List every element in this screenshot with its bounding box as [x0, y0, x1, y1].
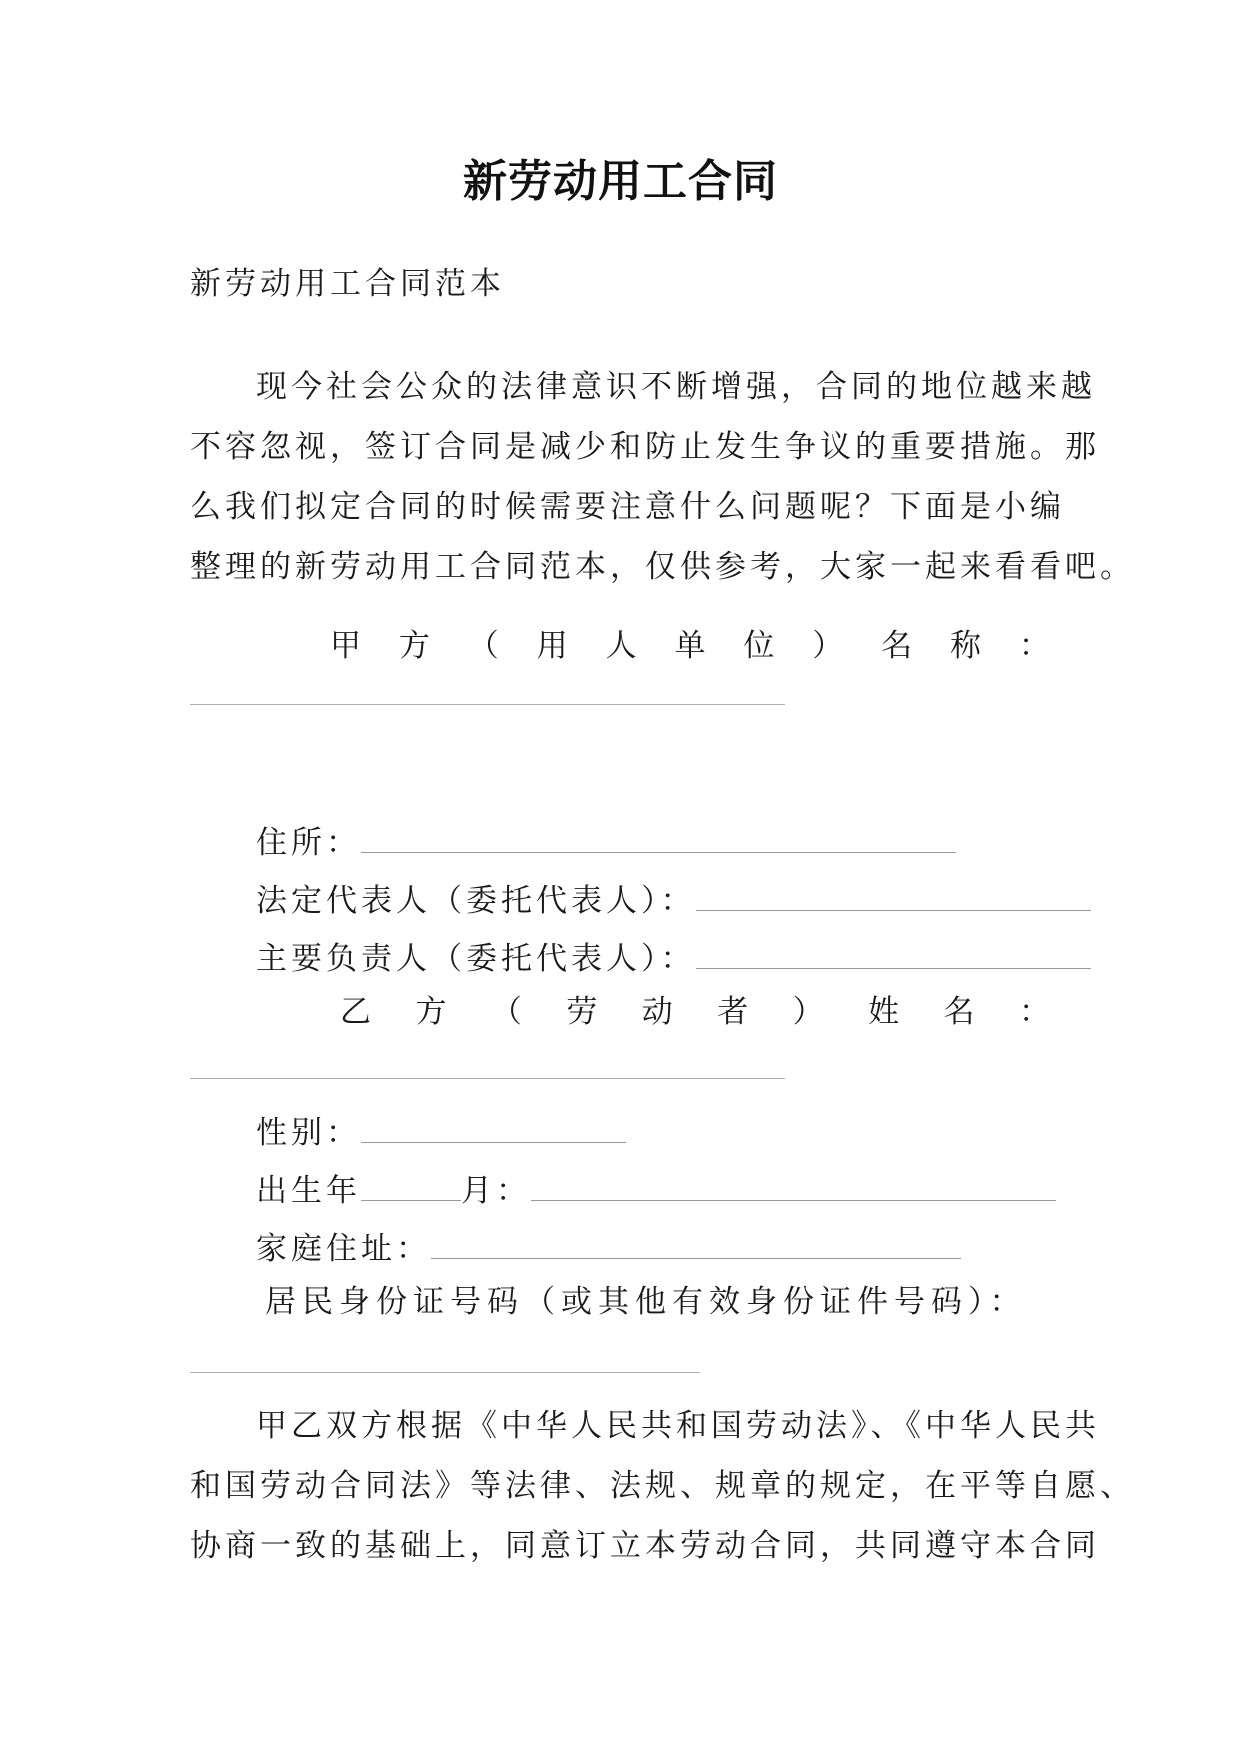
intro-line: 么我们拟定合同的时候需要注意什么问题呢？下面是小编 [190, 489, 1065, 525]
document-subtitle: 新劳动用工合同范本 [190, 266, 505, 302]
heading-char: 乙 [340, 994, 371, 1030]
party-b-heading [340, 992, 1050, 1032]
closing-line: 协商一致的基础上，同意订立本劳动合同，共同遵守本合同 [190, 1528, 1100, 1564]
gender-label: 性别： [256, 1115, 361, 1151]
birth-year-label: 出生年 [256, 1173, 361, 1209]
intro-paragraph [190, 357, 1135, 597]
home-address-field[interactable] [431, 1228, 961, 1259]
heading-char: 用 [536, 628, 568, 664]
heading-char: ） [812, 628, 844, 664]
home-address-row [256, 1228, 961, 1269]
principal-field[interactable] [696, 938, 1091, 969]
intro-line: 现今社会公众的法律意识不断增强，合同的地位越来越 [256, 369, 1096, 405]
id-number-field[interactable] [190, 1372, 700, 1373]
heading-char: ） [792, 994, 824, 1030]
principal-row [256, 938, 1091, 979]
heading-char: 劳 [566, 994, 598, 1030]
heading-char: 者 [717, 994, 749, 1030]
intro-line: 不容忽视，签订合同是减少和防止发生争议的重要措施。那 [190, 429, 1100, 465]
heading-char: 名 [943, 994, 975, 1030]
birth-row [256, 1170, 1056, 1211]
principal-label: 主要负责人（委托代表人）： [256, 941, 696, 977]
birth-year-field[interactable] [361, 1170, 461, 1201]
heading-char: 位 [743, 628, 775, 664]
address-row [256, 822, 956, 863]
gender-field[interactable] [361, 1112, 626, 1143]
intro-line: 整理的新劳动用工合同范本，仅供参考，大家一起来看看吧。 [190, 549, 1135, 585]
heading-char: 称 [950, 628, 982, 664]
address-label: 住所： [256, 825, 361, 861]
party-a-heading [330, 626, 1050, 666]
birth-month-label: 月： [461, 1173, 531, 1209]
closing-line: 和国劳动合同法》等法律、法规、规章的规定，在平等自愿、 [190, 1468, 1135, 1504]
heading-char: 人 [605, 628, 637, 664]
heading-char: 方 [415, 994, 447, 1030]
heading-char: 方 [398, 628, 430, 664]
party-b-name-field[interactable] [190, 1078, 785, 1079]
heading-char: 单 [674, 628, 706, 664]
party-a-name-field[interactable] [190, 704, 785, 705]
closing-line: 甲乙双方根据《中华人民共和国劳动法》、《中华人民共 [256, 1408, 1100, 1444]
legal-rep-label: 法定代表人（委托代表人）： [256, 883, 696, 919]
closing-paragraph [190, 1396, 1135, 1576]
heading-char: （ [467, 628, 499, 664]
address-field[interactable] [361, 822, 956, 853]
heading-char: 姓 [868, 994, 900, 1030]
heading-char: 名 [881, 628, 913, 664]
heading-char: ： [1018, 628, 1050, 664]
document-title: 新劳动用工合同 [463, 156, 778, 207]
home-address-label: 家庭住址： [256, 1231, 431, 1267]
heading-char: 甲 [330, 628, 361, 664]
legal-rep-row [256, 880, 1091, 921]
birth-month-field[interactable] [531, 1170, 1056, 1201]
heading-char: 动 [641, 994, 673, 1030]
heading-char: （ [490, 994, 522, 1030]
legal-rep-field[interactable] [696, 880, 1091, 911]
heading-char: ： [1018, 994, 1050, 1030]
id-number-label: 居民身份证号码（或其他有效身份证件号码）： [265, 1284, 1027, 1320]
gender-row [256, 1112, 626, 1153]
